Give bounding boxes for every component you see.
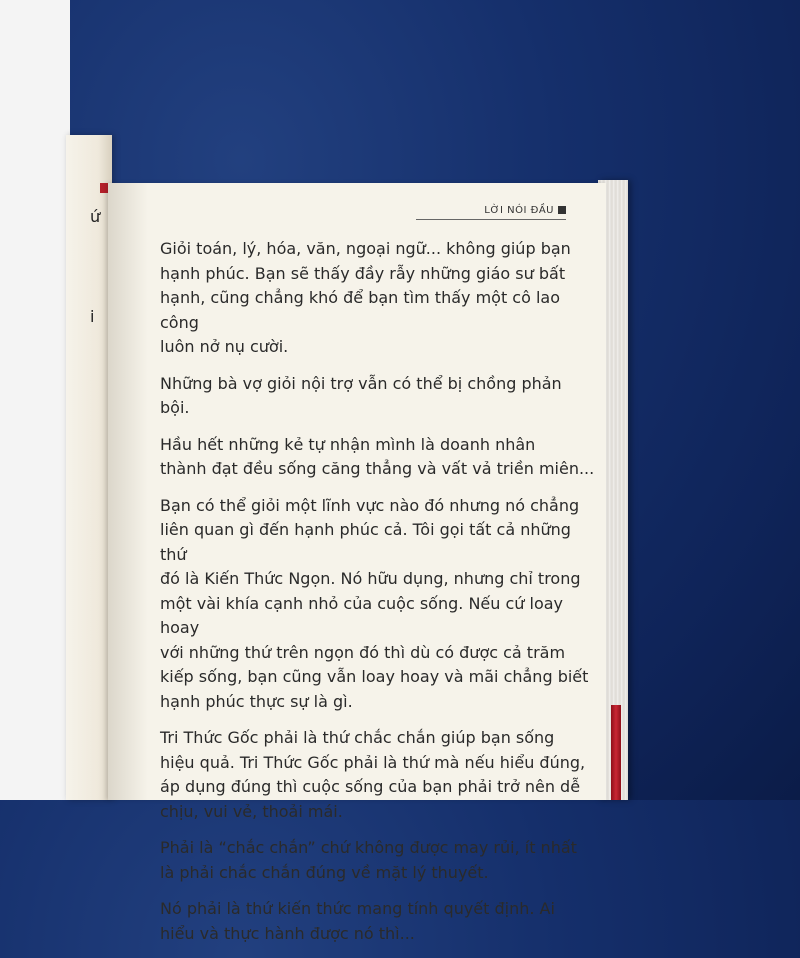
bookmark-ribbon (611, 705, 621, 800)
header-square-icon (558, 206, 566, 214)
paragraph: Bạn có thể giỏi một lĩnh vực nào đó nhưng nó chẳng liên quan gì đến hạnh phúc cả. Tôi gọi tất cả những thứ đó là Kiến Thức Ngọn. Nó hữu dụng, nhưng chỉ trong một vài khía cạnh nhỏ của cuộc sống. Nếu cứ loay hoay với những thứ trên ngọn đó thì dù có được cả trăm kiếp sống, bạn cũng vẫn loay hoay và mãi chẳng biết hạnh phúc thực sự là gì. (160, 495, 589, 711)
page-header-title: LỜI NÓI ĐẦU (484, 205, 554, 216)
paragraph: Phải là “chắc chắn” chứ không được may rủi, ít nhất là phải chắc chắn đúng về mặt lý thuyết. (160, 838, 577, 882)
left-page (66, 135, 112, 800)
left-page-fragment: ứ (90, 207, 101, 226)
left-page-fragment: i (90, 307, 95, 326)
book-page (108, 183, 606, 943)
paragraph: Tri Thức Gốc phải là thứ chắc chắn giúp bạn sống hiệu quả. Tri Thức Gốc phải là thứ mà nếu hiểu đúng, áp dụng đúng thì cuộc sống của bạn phải trở nên dễ chịu, vui vẻ, thoải mái. (160, 728, 586, 821)
paragraph: Nó phải là thứ kiến thức mang tính quyết định. Ai hiểu và thực hành được nó thì... (160, 899, 555, 943)
header-rule (416, 219, 566, 220)
paragraph: Những bà vợ giỏi nội trợ vẫn có thể bị chồng phản bội. (160, 373, 562, 417)
page-body (160, 237, 596, 958)
white-background-strip (0, 0, 70, 800)
paragraph: Hầu hết những kẻ tự nhận mình là doanh nhân thành đạt đều sống căng thẳng và vất vả triền miên... (160, 434, 595, 478)
paragraph: Giỏi toán, lý, hóa, văn, ngoại ngữ... không giúp bạn hạnh phúc. Bạn sẽ thấy đầy rẫy những giáo sư bất hạnh, cũng chẳng khó để bạn tìm thấy một cô lao công luôn nở nụ cười. (160, 239, 571, 356)
page-header (484, 205, 566, 216)
